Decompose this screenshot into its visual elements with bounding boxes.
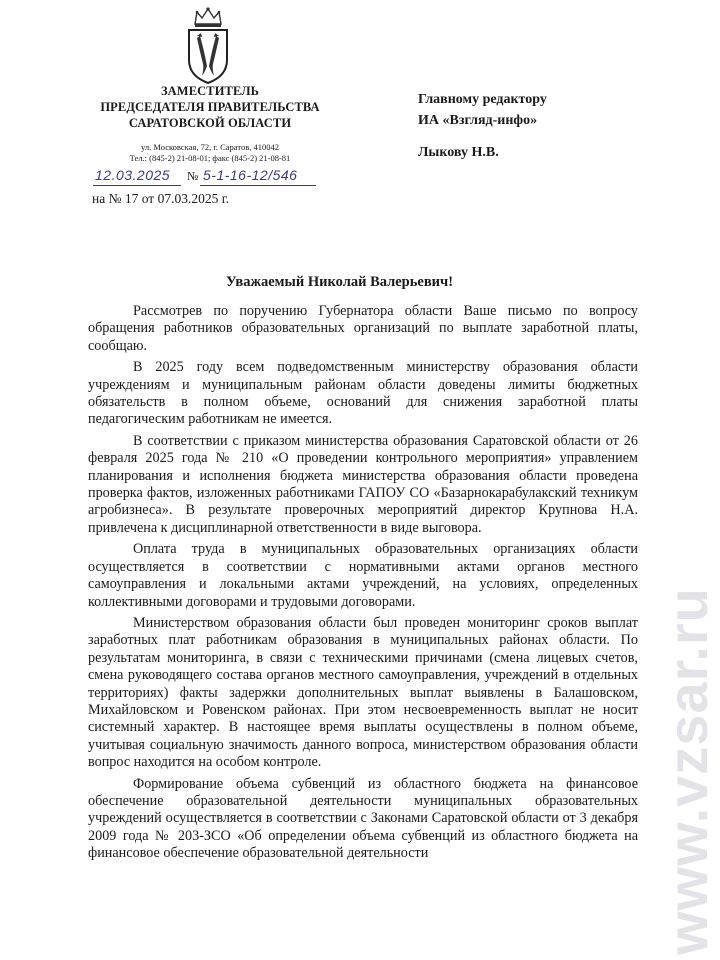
registration-number: 5-1-16-12/546: [203, 167, 298, 183]
sender-address: ул. Московская, 72, г. Саратов, 410042: [141, 142, 279, 152]
paragraph: Министерством образования области был проведен мониторинг сроков выплат заработных плат работникам образования в муниципальных районах области. По результатам мониторинга, в связи с техническими причинами (смена лицевых счетов, смена руководящего состава органов местного самоуправления, учреждений в отдельных территориях) факты задержки дополнительных выплат выявлены в Балашовском, Михайловском и Ровенском районах. При этом несвоевременность выплат не носит системный характер. В настоящее время выплаты осуществлены в полном объеме, учитывая социальную значимость данного вопроса, министерством образования области вопрос находится на особом контроле.: [88, 614, 638, 771]
letter-body: [88, 303, 638, 867]
sender-phones: Тел.: (845-2) 21-08-01; факс (845-2) 21-08-81: [129, 153, 291, 163]
coat-of-arms-icon: [183, 6, 233, 86]
paragraph: Рассмотрев по поручению Губернатора области Ваше письмо по вопросу обращения работников образовательных организаций по выплате заработной платы, сообщаю.: [88, 303, 638, 354]
salutation: Уважаемый Николай Валерьевич!: [225, 274, 454, 290]
paragraph: В соответствии с приказом министерства образования Саратовской области от 26 февраля 2025 года № 210 «О проведении контрольного мероприятия» управлением планирования и исполнения бюджета министерства образования области проведена проверка фактов, изложенных работниками ГАПОУ СО «Базарнокарабулакский техникум агробизнеса». В результате проверочных мероприятий директор Крупнова Н.А. привлечена к дисциплинарной ответственности в виде выговора.: [88, 432, 638, 536]
sender-block: [60, 83, 360, 131]
sender-title-line2: ПРЕДСЕДАТЕЛЯ ПРАВИТЕЛЬСТВА: [100, 100, 320, 114]
recipient-block: [418, 89, 658, 131]
sender-title-line1: ЗАМЕСТИТЕЛЬ: [160, 84, 260, 98]
registration-line: [90, 166, 320, 188]
number-underline: [200, 185, 316, 186]
date-underline: [93, 185, 181, 186]
reference-line: на № 17 от 07.03.2025 г.: [92, 191, 230, 206]
paragraph: В 2025 году всем подведомственным министерству образования области учреждениям и муниципальным районам области доведены лимиты бюджетных обязательств в полном объеме, оснований для снижения заработной платы педагогическим работникам не имеется.: [88, 359, 638, 428]
sender-contacts: [60, 142, 360, 164]
paragraph: Оплата труда в муниципальных образовательных организациях области осуществляется в соответствии с нормативными актами органов местного самоуправления и локальными актами учреждений, на условиях, определенных коллективными договорами и трудовыми договорами.: [88, 541, 638, 610]
registration-date: 12.03.2025: [95, 167, 171, 183]
sender-title-line3: САРАТОВСКОЙ ОБЛАСТИ: [128, 116, 292, 130]
watermark-text: www.vzsar.ru: [656, 587, 719, 955]
number-sign: №: [187, 169, 199, 183]
recipient-name: Лыкову Н.В.: [418, 145, 499, 160]
recipient-line2: ИА «Взгляд-инфо»: [418, 113, 538, 128]
watermark: [600, 570, 719, 960]
recipient-line1: Главному редактору: [418, 92, 547, 107]
paragraph: Формирование объема субвенций из областного бюджета на финансовое обеспечение образовательной деятельности муниципальных образовательных учреждений осуществляется в соответствии с Законами Саратовской области от 3 декабря 2009 года № 203-ЗСО «Об определении объема субвенций из областного бюджета на финансовое обеспечение образовательной деятельности: [88, 775, 638, 862]
